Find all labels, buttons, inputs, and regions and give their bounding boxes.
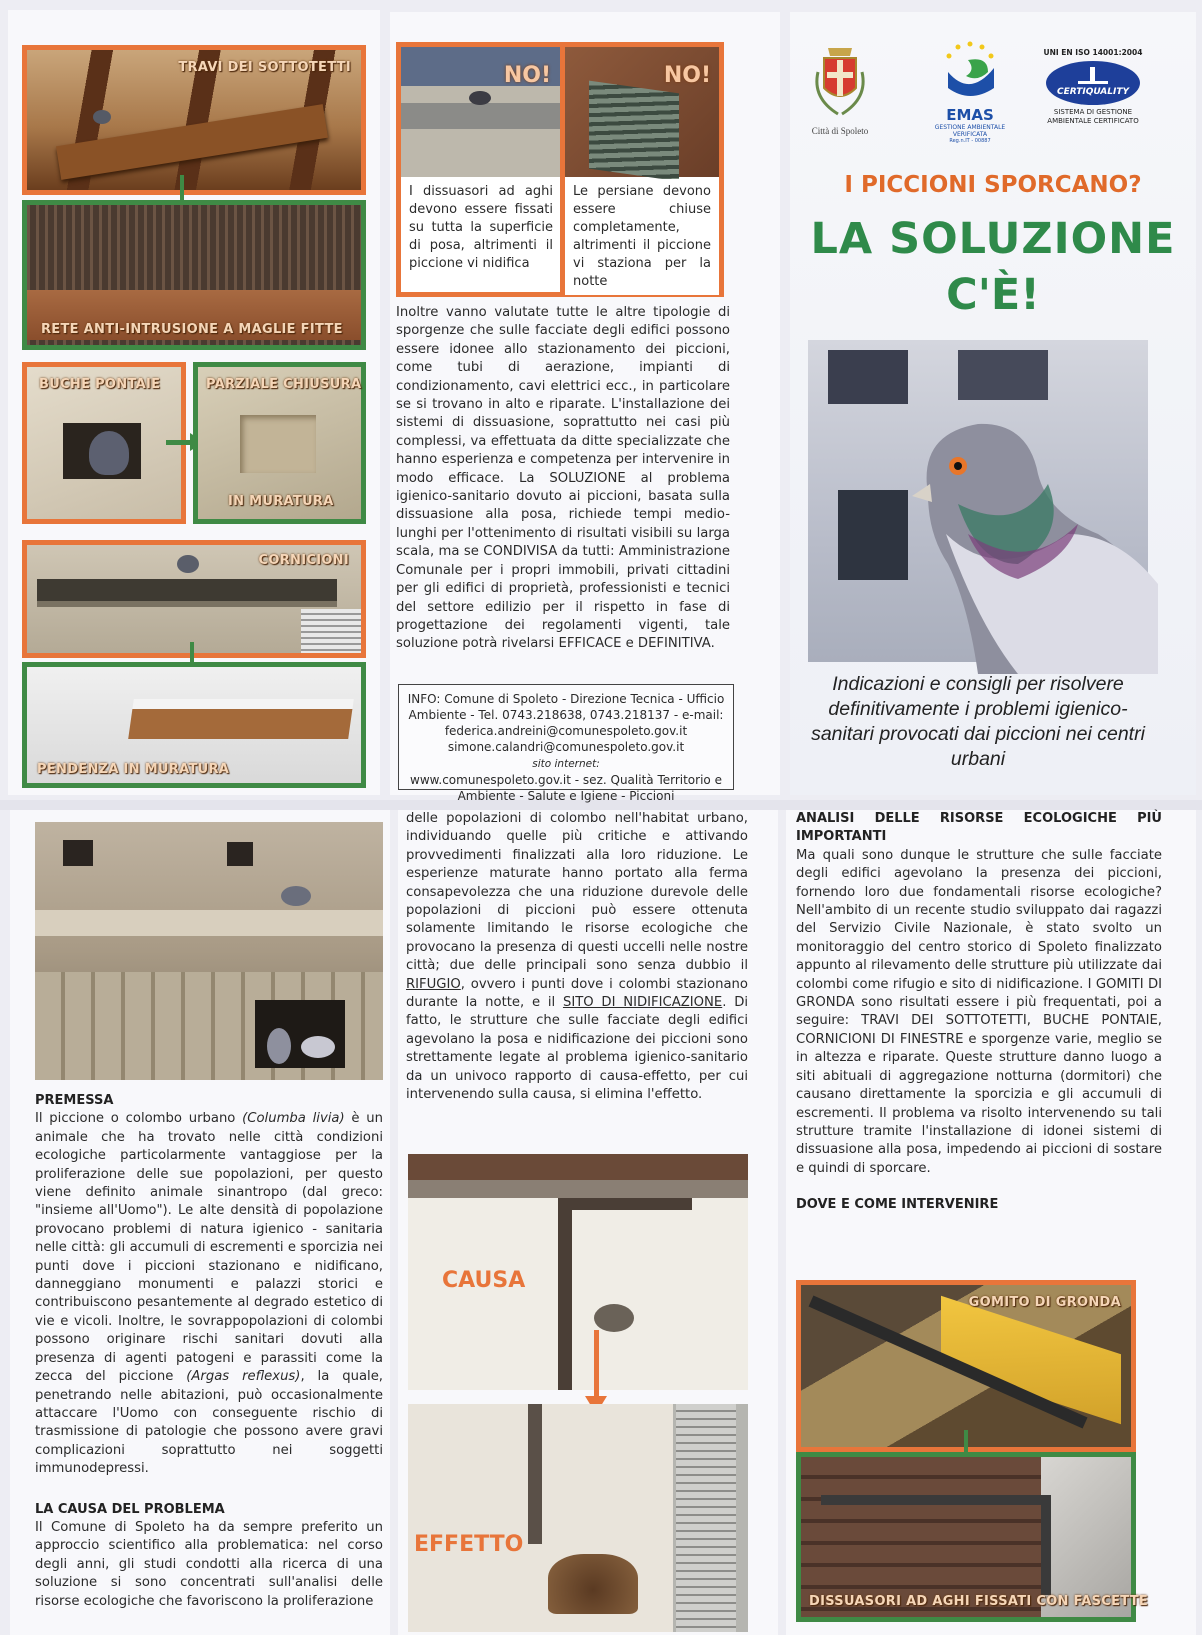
photo-wall-pigeons: [35, 822, 383, 1080]
label-cornicioni: CORNICIONI: [258, 553, 349, 568]
bottom-sheet: [0, 810, 1202, 1635]
info-email-2[interactable]: simone.calandri@comunespoleto.gov.it: [447, 740, 685, 754]
middle-text: . Di fatto, le strutture che sulle facciate degli edifici agevolano la posa e nidificazione dei piccioni sono strettamente legate al problema igienico-sanitario da un univoco rapporto di causa-effetto, per cui intervenendo sulla causa, si elimina l'effetto.: [406, 995, 749, 1103]
photo-parziale: [193, 362, 366, 524]
pigeon-icon: [93, 110, 111, 124]
info-box: [398, 684, 734, 803]
middle-text: delle popolazioni di colombo nell'habitat urbano, individuando quelle più critiche e attivando provvedimenti finalizzati alla loro riduzione. Le esperienze maturate hanno portato alla ferma consapevolezza che una riduzione durevole delle popolazioni di piccioni può essere ottenuta solamente limitando le risorse ecologiche che provocano la presenza di questi uccelli nelle nostre città; due delle principali sono senza dubbio il: [406, 811, 748, 974]
label-travi: TRAVI DEI SOTTOTETTI: [178, 60, 351, 75]
causa-text: Il Comune di Spoleto ha da sempre preferito un approccio scientifico alla problematica: nel corso degli anni, gli studi condotti alla ricerca di una soluzione si sono concentrati sull'analisi delle risorse ecologiche che favoriscono la proliferazione: [35, 1519, 383, 1609]
photo-cornicioni: [22, 540, 366, 658]
logo-city-text: Città di Spoleto: [811, 126, 869, 136]
photo-buche: [22, 362, 186, 524]
body-part: al problema igienico-sanitario dovuto ai piccioni, basata sulla dissuasione alla posa, richiede tempi medio-lunghi per l'ottenimento di risultati visibili su larga scala, ma se: [396, 470, 731, 560]
main-title-line-1: LA SOLUZIONE: [810, 214, 1176, 264]
premessa-text: è un animale che ha trovato nelle città condizioni ecologiche particolarmente vantaggiose per la proliferazione delle sue popolazioni, per questo viene definito animale sinantropo (dal greco: "insieme all'Uomo"). Le alte densità di popolazione provocano problemi di natura igienico - sanitaria nelle città: gli accumuli di escrementi e sporcizia nei punti dove i piccioni stazionano e nidificano, danneggiano monumenti e palazzi storici e contribuiscono pesantemente al degrado estetico di vie e vicoli. Inoltre, le sovrappopolazioni di colombi possono originare rischi sanitari dovuti alla presenza di agenti patogeni e parassiti come la zecca del piccione: [35, 1111, 383, 1385]
pigeon-icon: [89, 431, 129, 475]
caption-dissuasori: I dissuasori ad aghi devono essere fissati su tutta la superficie di posa, altrimenti il piccione vi nidifica: [401, 179, 561, 277]
logo-emas-reg: Reg.n.IT - 00887: [949, 138, 991, 144]
dove-heading: DOVE E COME INTERVENIRE: [796, 1197, 999, 1213]
pigeon-icon: [594, 1304, 634, 1332]
label-dissuasori: DISSUASORI AD AGHI FISSATI CON FASCETTE: [809, 1594, 1149, 1609]
info-line: INFO: Comune di Spoleto - Direzione Tecnica - Ufficio Ambiente - Tel. 0743.218638, 0743.218137 - e-mail:: [407, 692, 725, 722]
middle-body-text: [396, 304, 730, 654]
pigeon-icon: [177, 555, 199, 573]
photo-pendenza: [22, 662, 366, 788]
analisi-text: Ma quali sono dunque le strutture che sulle facciate degli edifici agevolano la presenza dei piccioni, fornendo loro due fondamentali risorse ecologiche? Nell'ambito di un recente studio sviluppato dai ragazzi del Servizio Civile Nazionale, è stato svolto un monitoraggio del centro storico di Spoleto finalizzato appunto al rilevamento delle strutture più utilizzate dai colombi come rifugio e sito di nidificazione. I GOMITI DI GRONDA sono risultati essere i più frequentati, poi a seguire: TRAVI DEI SOTTOTETTI, BUCHE PONTAIE, CORNICIONI DI FINESTRE e sporgenze varie, meglio se in altezza e riparate. Queste strutture danno luogo a siti abituali di aggregazione notturna (dormitori) che causano direttamente la sporcizia e gli accumuli di escrementi. Il problema va risolto intervenendo su tali strutture tramite l'installazione di idonei sistemi di dissuasione alla posa, impedendo ai piccioni di sostare e quindi di sporcare.: [796, 847, 1162, 1176]
body-soluzione: SOLUZIONE: [549, 470, 626, 486]
label-buche: BUCHE PONTAIE: [39, 377, 161, 392]
top-left-panel: [8, 10, 380, 795]
sito-term: SITO DI NIDIFICAZIONE: [562, 995, 723, 1011]
top-right-panel: [790, 12, 1196, 795]
causa-heading: LA CAUSA DEL PROBLEMA: [35, 1501, 225, 1517]
no-label-1: NO!: [503, 63, 551, 88]
logo-cert-sub: SISTEMA DI GESTIONE AMBIENTALE CERTIFICATO: [1047, 108, 1139, 125]
photo-dissuasori: [796, 1452, 1149, 1622]
species-name: (Columba livia): [242, 1111, 345, 1127]
hero-pigeon-photo: [808, 340, 1148, 662]
info-sito-label: sito internet:: [532, 758, 600, 770]
label-gomito: GOMITO DI GRONDA: [968, 1295, 1121, 1310]
photo-gomito: [796, 1280, 1136, 1452]
analisi-heading: ANALISI DELLE RISORSE ECOLOGICHE PIÙ IMPORTANTI: [796, 811, 1162, 845]
caption-persiane: Le persiane devono essere chiuse completamente, altrimenti il piccione vi staziona per la notte: [565, 179, 719, 295]
bottom-middle-text: [406, 810, 748, 1105]
top-sheet: [0, 0, 1202, 803]
body-efficace: EFFICACE: [558, 636, 622, 652]
label-muratura: IN MURATURA: [228, 494, 334, 509]
causa-label: CAUSA: [442, 1268, 526, 1293]
logo-cert-text: CERTIQUALITY: [1056, 87, 1130, 97]
body-condivisa: CONDIVISA: [483, 544, 558, 560]
coat-of-arms-icon: [808, 42, 872, 142]
pigeon-icon: [281, 886, 311, 906]
info-sito[interactable]: www.comunespoleto.gov.it - sez. Qualità Territorio e Ambiente - Salute e Igiene - Piccioni: [410, 773, 722, 803]
body-part: e: [621, 636, 638, 652]
top-middle-panel: [390, 12, 780, 803]
question-heading: I PICCIONI SPORCANO?: [844, 172, 1142, 198]
bottom-right-panel: [786, 810, 1196, 1635]
label-rete: RETE ANTI-INTRUSIONE A MAGLIE FITTE: [41, 322, 343, 337]
body-part: da tutti: Amministrazione Comunale per i propri immobili, privati cittadini per gli edifici di proprietà, professionisti e tecnici del settore edilizio per il rispetto in fase di progettazione dei regolamenti vigenti, tale soluzione potrà rivelarsi: [396, 544, 730, 652]
photo-effetto: [408, 1404, 748, 1632]
rifugio-term: RIFUGIO: [406, 976, 461, 992]
logo-emas-sub: GESTIONE AMBIENTALE VERIFICATA: [934, 124, 1006, 138]
tick-species-name: (Argas reflexus): [186, 1369, 301, 1385]
premessa-text: Il piccione o colombo urbano: [35, 1111, 243, 1127]
photo-persiane-no: [560, 42, 724, 297]
premessa-heading: PREMESSA: [35, 1093, 114, 1108]
bottom-middle-panel: [398, 810, 778, 1635]
body-part: Inoltre vanno valutate tutte le altre tipologie di sporgenze che sulle facciate degli edifici possono essere idonee allo stazionamento dei piccioni, come tubi di aerazione, impianti di condizionamento, cavi elettrici ecc., in particolare se si trovano in alto e riparate. L'installazione dei sistemi di dissuasione, soprattutto nei casi più complessi, va effettuata da ditte specializzate che hanno esperienza e competenza per intervenire in modo efficace. La: [396, 305, 730, 486]
effetto-label: EFFETTO: [414, 1532, 524, 1557]
pigeon-icon: [267, 1028, 291, 1064]
logo-emas-text: EMAS: [946, 106, 994, 124]
photo-causa: [408, 1154, 748, 1390]
body-definitiva: DEFINITIVA: [637, 636, 711, 652]
main-title-line-2: C'È!: [946, 270, 1040, 320]
pigeon-icon: [301, 1036, 335, 1058]
nest-icon: [548, 1554, 638, 1614]
cover-subtitle: Indicazioni e consigli per risolvere definitivamente i problemi igienico-sanitari provocati dai piccioni nei centri urbani: [811, 673, 1145, 770]
premessa-section: [35, 1092, 383, 1611]
photo-rete: [22, 200, 366, 350]
arrow-down-icon: [594, 1330, 599, 1400]
photo-travi: [22, 45, 366, 195]
photo-dissuasori-no: [396, 42, 566, 297]
emas-logo-icon: [930, 38, 1010, 148]
pigeon-icon: [469, 91, 491, 105]
label-parziale: PARZIALE CHIUSURA: [206, 377, 362, 392]
logo-iso-text: UNI EN ISO 14001:2004: [1043, 48, 1143, 57]
label-pendenza: PENDENZA IN MURATURA: [37, 762, 230, 777]
bottom-left-panel: [10, 810, 390, 1635]
arrow-right-icon: [166, 440, 192, 445]
info-email-1[interactable]: federica.andreini@comunespoleto.gov.it: [444, 724, 688, 738]
analisi-section: [796, 810, 1162, 1215]
middle-text: , ovvero i punti dove i colombi stazionano durante la notte, e il: [406, 976, 748, 1011]
premessa-text: , la quale, penetrando nelle abitazioni, può occasionalmente attaccare l'Uomo con conseguente rischio di trasmissione di patologie che possono avere gravi complicazioni soprattutto nei soggetti immunodepressi.: [35, 1369, 384, 1477]
no-label-2: NO!: [663, 63, 711, 88]
certiquality-logo-icon: [1038, 48, 1148, 148]
body-part: .: [710, 636, 715, 652]
